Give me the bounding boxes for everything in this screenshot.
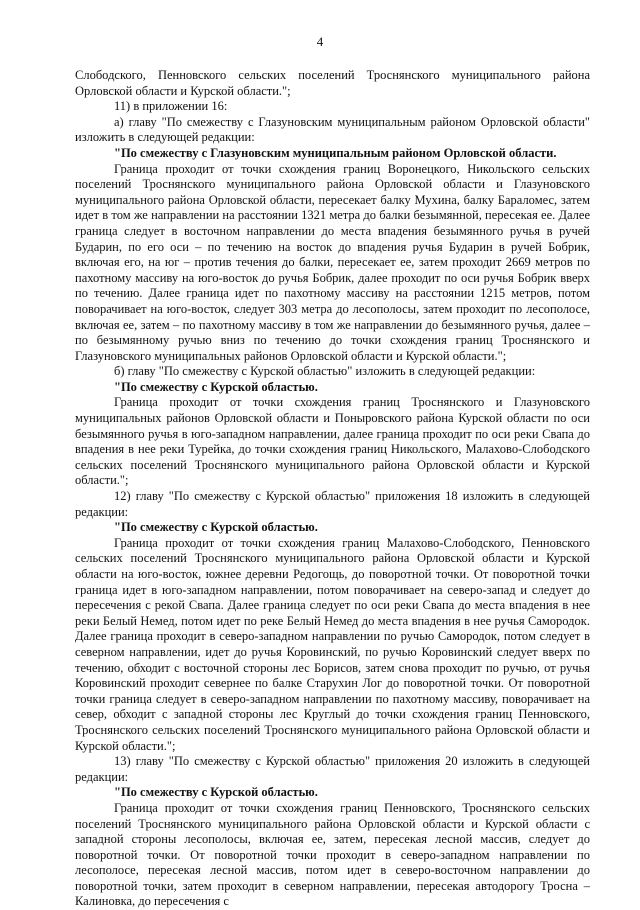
boundary-description-glazunovsky: Граница проходит от точки схождения границ Воронецкого, Никольского сельских поселений Троснянского муниципального района Орловской области и Глазуновского муниципального района Орловской области, пересекает балку Мухина, балку Бараломес, затем идет в том же направлении на расстоянии 1321 метра до балки безымянной, пересекая ее. Далее граница следует в восточном направлении до места впадения безымянного ручья в ручей Бударин, по его оси – по течению на восток до впадения ручья Бударин в ручей Бобрик, включая его, на юг – против течения до балки, пересекает ее, затем проходит 2669 метров по пахотному массиву на юго-восток до ручья Бобрик, далее проходит по оси ручья Бобрик вверх по течению. Далее граница идет по пахотному массиву на расстоянии 1215 метров, потом поворачивает на юго-восток, следует 303 метра до лесополосы, затем проходит по лесополосе, включая ее, затем – по пахотному массиву в том же направлении до безымянного ручья, далее – по безымянному ручью вниз по течению до точки схождения границ Троснянского и Глазуновского муниципальных районов Орловской области и Курской области."; [75, 161, 590, 363]
paragraph-continuation: Слободского, Пенновского сельских поселений Троснянского муниципального района Орловской области и Курской области."; [75, 68, 590, 98]
item-11-intro: 11) в приложении 16: [114, 99, 228, 114]
boundary-description-kursk-2: Граница проходит от точки схождения границ Малахово-Слободского, Пенновского сельских поселений Троснянского муниципального района Орловской области и Курской области на юго-восток, южнее деревни Редогощь, до поворотной точки. От поворотной точки граница идет в юго-западном направлении, потом поворачивает на северо-запад и следует до пересечения с рекой Свапа. Далее граница следует по оси реки Свапа до места впадения в нее реки Белый Немед, потом идет по реке Белый Немед до места впадения в нее ручья Самородок. Далее граница проходит в северо-западном направлении по ручью Самородок, потом следует в северном направлении, идет до ручья Коровинский, по ручью Коровинский следует вверх по течению, обходит с восточной стороны лес Борисов, затем снова проходит по ручью, от ручья Коровинский проходит севернее по балке Старухин Лог до поворотной точки. От поворотной точки граница следует в северо-западном направлении по пахотному массиву, поворачивает на север, обходит с западной стороны лес Круглый до точки схождения границ Пенновского, Троснянского сельских поселений Троснянского муниципального района Орловской области и Курской области."; [75, 535, 590, 753]
boundary-description-kursk-3: Граница проходит от точки схождения границ Пенновского, Троснянского сельских поселений Троснянского муниципального района Орловской области и Курской области с западной стороны лесополосы, включая ее, затем, пересекая лесной массив, следует до поворотной точки. От поворотной точки проходит в северо-западном направлении по лесополосе, пересекая лесной массив, потом идет в северо-восточном направлении до поворотной точки, затем проходит в северном направлении, пересекая автодорогу Тросна – Калиновка, до пересечения с [75, 800, 590, 909]
page-number: 4 [316, 34, 324, 49]
chapter-heading-kursk-2: "По смежеству с Курской областью. [114, 520, 318, 535]
chapter-heading-kursk-3: "По смежеству с Курской областью. [114, 785, 318, 800]
item-11b-instruction: б) главу "По смежеству с Курской областью" изложить в следующей редакции: [114, 364, 536, 379]
item-12-instruction: 12) главу "По смежеству с Курской областью" приложения 18 изложить в следующей редакции: [75, 489, 590, 519]
chapter-heading-glazunovsky: "По смежеству с Глазуновским муниципальным районом Орловской области. [114, 145, 557, 160]
item-11a-instruction: а) главу "По смежеству с Глазуновским муниципальным районом Орловской области" изложить в следующей редакции: [75, 114, 590, 145]
boundary-description-kursk-1: Граница проходит от точки схождения границ Троснянского и Глазуновского муниципальных районов Орловской области и Поныровского района Курской области по оси безымянного ручья в юго-западном направлении, далее граница проходит по оси реки Свапа до впадения в нее реки Турейка, до точки схождения границ Никольского, Малахово-Слободского сельских поселений Троснянского муниципального района Орловской области и Курской области."; [75, 395, 590, 488]
item-13-instruction: 13) главу "По смежеству с Курской областью" приложения 20 изложить в следующей редакции: [75, 754, 590, 784]
chapter-heading-kursk-1: "По смежеству с Курской областью. [114, 379, 318, 394]
document-body [75, 68, 590, 910]
